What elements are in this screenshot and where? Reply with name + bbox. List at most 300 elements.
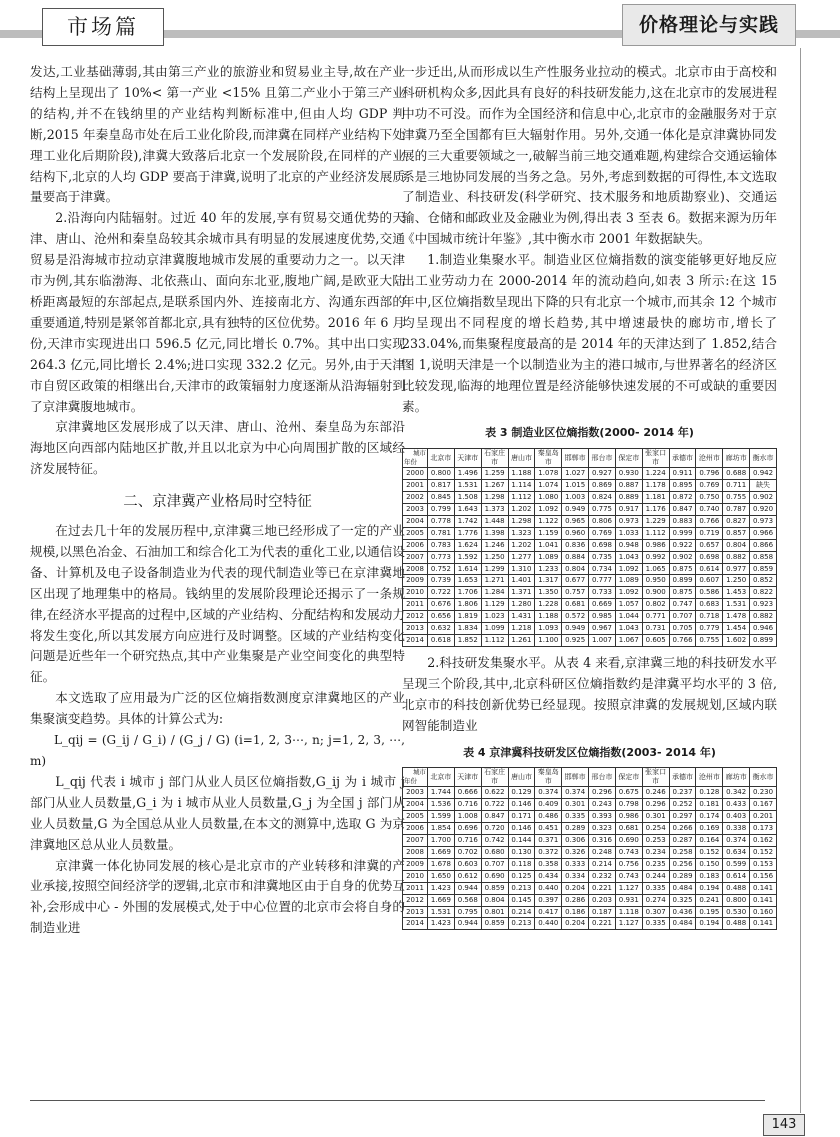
table-cell: 1.323 [508,527,535,539]
table-cell: 0.234 [642,846,669,858]
table-cell: 0.845 [428,492,455,504]
table-cell: 0.488 [723,918,750,930]
row-year-cell: 2009 [403,858,428,870]
table-row [403,575,777,587]
table-cell: 0.986 [642,539,669,551]
table-cell: 0.696 [454,823,481,835]
column-header: 衡水市 [750,449,777,468]
table-cell: 1.531 [428,906,455,918]
table-cell: 0.171 [508,811,535,823]
column-header: 廊坊市 [723,768,750,787]
table-row [403,492,777,504]
table-cell: 0.900 [642,587,669,599]
table-cell: 1.834 [454,623,481,635]
row-year-cell: 2008 [403,846,428,858]
table-cell: 0.237 [669,787,696,799]
table-cell: 0.783 [428,539,455,551]
row-year-cell: 2003 [403,504,428,516]
table-row [403,858,777,870]
table-cell: 0.676 [428,599,455,611]
column-header: 唐山市 [508,449,535,468]
table-cell: 0.656 [428,611,455,623]
table-cell: 1.267 [481,480,508,492]
table-row [403,835,777,847]
table-cell: 0.144 [508,835,535,847]
column-header: 张家口市 [642,449,669,468]
table-cell: 0.287 [669,835,696,847]
table-cell: 0.775 [589,504,616,516]
table-cell: 0.156 [750,870,777,882]
table-cell: 1.423 [428,918,455,930]
table-cell: 1.271 [481,575,508,587]
table-cell: 0.946 [750,623,777,635]
table-cell: 0.173 [750,823,777,835]
table-cell: 0.614 [696,563,723,575]
paragraph: 2.沿海向内陆辐射。过近 40 年的发展,享有贸易交通优势的天津、唐山、沧州和秦皇岛较其余城市具有明显的发展速度优势,交通贸易是沿海城市拉动京津冀腹地城市发展的重要动力之一。以天津市为例,其东临渤海、北依燕山、面向东北亚,腹地广阔,是欧亚大陆桥距离最短的东部起点,是联系国内外、连接南北方、沟通东西部的重要通道,特别是紧邻首都北京,具有独特的区位优势。2016 年 6 月份,天津市实现进出口 596.5 亿元,同比增长 0.7%。其中出口实现264.3 亿元,同比增长 2.4%;进口实现 332.2 亿元。另外,由于天津市自贸区政策的相继出台,天津市的政策辐射力度逐渐从沿海辐射到了京津冀腹地城市。 [30,210,405,414]
table-cell: 0.922 [669,539,696,551]
table-cell: 0.160 [750,906,777,918]
table-cell: 0.866 [750,539,777,551]
table-cell: 0.778 [428,515,455,527]
table-cell: 0.235 [642,858,669,870]
column-header: 保定市 [615,768,642,787]
table-cell: 0.417 [535,906,562,918]
row-year-cell: 2008 [403,563,428,575]
row-year-cell: 2007 [403,551,428,563]
table-cell: 0.403 [723,811,750,823]
paragraph: 京津冀地区发展形成了以天津、唐山、沧州、秦皇岛为东部沿海地区向西部内陆地区扩散,并且以北京为中心向周围扩散的区域经济发展特征。 [30,419,405,477]
table-cell: 0.162 [750,835,777,847]
page-header [0,0,840,48]
table-cell: 0.666 [454,787,481,799]
table-cell: 1.044 [615,611,642,623]
table-cell: 0.153 [750,858,777,870]
table-cell: 1.003 [562,492,589,504]
table-cell: 0.755 [696,635,723,647]
table-cell: 1.280 [508,599,535,611]
table-cell: 0.965 [562,515,589,527]
table-cell: 0.852 [750,575,777,587]
table-cell: 0.895 [669,480,696,492]
table-row [403,894,777,906]
table-cell: 0.795 [454,906,481,918]
row-year-cell: 2006 [403,539,428,551]
table-cell: 1.373 [481,504,508,516]
row-year-cell: 2010 [403,870,428,882]
table-cell: 0.777 [589,575,616,587]
table-cell: 1.202 [508,539,535,551]
table-row [403,611,777,623]
table-cell: 1.350 [535,587,562,599]
table-cell: 0.734 [589,563,616,575]
table-cell: 1.250 [481,551,508,563]
table-cell: 0.183 [696,870,723,882]
table-cell: 1.008 [454,811,481,823]
column-header: 保定市 [615,449,642,468]
table-cell: 0.949 [562,504,589,516]
table-cell: 0.434 [535,870,562,882]
table-cell: 0.622 [481,787,508,799]
table-cell: 1.007 [589,635,616,647]
table-cell: 1.453 [723,587,750,599]
table-cell: 0.243 [589,799,616,811]
table-cell: 0.586 [696,587,723,599]
table-cell: 0.150 [696,858,723,870]
table-cell: 0.146 [508,799,535,811]
table-cell: 0.436 [669,906,696,918]
table-cell: 0.258 [669,846,696,858]
table-cell: 0.680 [481,846,508,858]
row-year-cell: 2002 [403,492,428,504]
table-cell: 0.241 [696,894,723,906]
table-cell: 1.159 [535,527,562,539]
table-cell: 0.902 [750,492,777,504]
table-cell: 0.141 [750,882,777,894]
table-cell: 0.194 [696,882,723,894]
table-cell: 0.187 [589,906,616,918]
table-cell: 0.301 [562,799,589,811]
paragraph: 1.制造业集聚水平。制造业区位熵指数的演变能够更好地反应出工业劳动力在 2000-2014 年的流动趋向,如表 3 所示:在这 15 年中,区位熵指数呈现出下降的只有北京一个城市,而其余 12 个城市均呈现出不同程度的增长趋势,其中增速最快的廊坊市,增长了 233.04%,而集聚程度最高的是 2014 年的天津达到了 1.852,结合图 1,说明天津是一个以制造业为主的港口城市,与世界著名的经济区比较发现,临海的地理位置是经济能够快速发展的不可或缺的重要因素。 [402,252,777,414]
table-cell: 1.298 [508,515,535,527]
table-cell: 0.942 [750,468,777,480]
table-cell: 0.681 [562,599,589,611]
table-cell: 0.125 [508,870,535,882]
table-cell: 0.739 [428,575,455,587]
table-cell: 1.277 [508,551,535,563]
column-header: 承德市 [669,768,696,787]
table-cell: 0.858 [750,551,777,563]
table-cell: 0.973 [750,515,777,527]
table-cell: 1.114 [508,480,535,492]
page-number: 143 [763,1114,805,1136]
table-cell: 0.607 [696,575,723,587]
table-cell: 0.720 [481,823,508,835]
column-header: 邢台市 [589,768,616,787]
table-cell: 0.681 [615,823,642,835]
table-cell: 0.230 [750,787,777,799]
table-cell: 0.799 [428,504,455,516]
row-year-cell: 2013 [403,623,428,635]
row-year-cell: 2009 [403,575,428,587]
table-cell: 0.632 [428,623,455,635]
table-cell: 0.486 [535,811,562,823]
corner-label-city: 城市 [413,449,426,458]
table-cell: 0.174 [696,811,723,823]
table-cell: 0.966 [750,527,777,539]
table-cell: 0.757 [562,587,589,599]
table-cell: 1.129 [481,599,508,611]
table-row [403,906,777,918]
table-cell: 0.887 [615,480,642,492]
table-cell: 0.296 [589,787,616,799]
table-cell: 1.080 [535,492,562,504]
table-cell: 0.889 [615,492,642,504]
row-year-cell: 2003 [403,787,428,799]
right-column [402,62,777,930]
table4-caption: 表 4 京津冀科技研发区位熵指数(2003- 2014 年) [463,745,716,759]
table-cell: 1.806 [454,599,481,611]
table-cell: 0.822 [750,587,777,599]
table-cell: 0.756 [615,858,642,870]
table-cell: 0.977 [723,563,750,575]
table-cell: 0.274 [642,894,669,906]
table-cell: 0.201 [750,811,777,823]
table-cell: 0.702 [454,846,481,858]
table-cell: 1.531 [454,480,481,492]
table-cell: 1.065 [642,563,669,575]
table-cell: 0.248 [589,846,616,858]
table-cell: 0.766 [696,515,723,527]
table-cell: 0.286 [562,894,589,906]
table-cell: 1.033 [615,527,642,539]
table-cell: 0.882 [750,611,777,623]
table3 [402,448,777,647]
paragraph: 在过去几十年的发展历程中,京津冀三地已经形成了一定的产业规模,以黑色冶金、石油加工和综合化工为代表的重化工业,以通信设备、计算机及电子设备制造业为代表的现代制造业等已在京津冀地区出现了地理集中的格局。钱纳里的发展阶段理论还揭示了一条规律,在经济水平提高的过程中,区域的产业结构、分配结构和发展动力将发生变化,所以其发展方向应进行及时调整。区域的产业结构变化问题是近些年一个研究热点,其中产业集聚是产业空间变化的典型特征。 [30,523,405,685]
table-cell: 0.484 [669,918,696,930]
corner-label-city: 城市 [413,768,426,777]
table-cell: 0.152 [750,846,777,858]
row-year-cell: 2004 [403,799,428,811]
table-cell: 0.266 [669,823,696,835]
table-cell: 0.857 [723,527,750,539]
table-cell: 0.252 [669,799,696,811]
table-cell: 0.824 [589,492,616,504]
table-cell: 0.859 [750,563,777,575]
table-cell: 0.875 [669,563,696,575]
table-cell: 1.100 [535,635,562,647]
table-cell: 0.289 [562,823,589,835]
table-row [403,563,777,575]
table3-caption: 表 3 制造业区位熵指数(2000- 2014 年) [485,426,694,440]
table-cell: 1.401 [508,575,535,587]
table-cell: 1.371 [508,587,535,599]
table-cell: 1.246 [481,539,508,551]
column-header: 唐山市 [508,768,535,787]
table-cell: 0.735 [589,551,616,563]
table-cell: 0.796 [696,468,723,480]
table-cell: 1.298 [481,492,508,504]
table-cell: 缺失 [750,480,777,492]
table-cell: 0.612 [454,870,481,882]
table-cell: 0.999 [669,527,696,539]
table-cell: 0.374 [535,787,562,799]
table-cell: 1.181 [642,492,669,504]
table-cell: 0.804 [481,894,508,906]
table-cell: 0.740 [696,504,723,516]
table-cell: 0.752 [428,563,455,575]
table-cell: 1.228 [535,599,562,611]
table-cell: 0.358 [535,858,562,870]
table-cell: 1.074 [535,480,562,492]
row-year-cell: 2014 [403,635,428,647]
table-cell: 1.067 [615,635,642,647]
table-cell: 1.744 [428,787,455,799]
table-cell: 0.374 [723,835,750,847]
table-cell: 1.261 [508,635,535,647]
table-cell: 0.221 [589,918,616,930]
table-cell: 0.335 [642,882,669,894]
table-cell: 0.902 [669,551,696,563]
table-corner-header [403,449,428,468]
table-cell: 1.614 [454,563,481,575]
table-cell: 0.771 [642,611,669,623]
table-cell: 1.398 [481,527,508,539]
table-cell: 0.859 [481,882,508,894]
table-cell: 0.960 [562,527,589,539]
table-cell: 1.078 [535,468,562,480]
table-cell: 0.214 [508,906,535,918]
table-cell: 1.819 [454,611,481,623]
row-year-cell: 2005 [403,811,428,823]
table-cell: 0.325 [669,894,696,906]
table-cell: 0.800 [723,894,750,906]
column-header: 石家庄市 [481,449,508,468]
table-cell: 0.950 [642,575,669,587]
table-cell: 1.776 [454,527,481,539]
column-header: 沧州市 [696,768,723,787]
table-cell: 0.967 [589,623,616,635]
table-cell: 0.572 [562,611,589,623]
table-cell: 0.944 [454,882,481,894]
table-cell: 0.899 [669,575,696,587]
table-cell: 0.289 [669,870,696,882]
column-header: 石家庄市 [481,768,508,787]
table-cell: 1.188 [508,468,535,480]
table-cell: 0.949 [562,623,589,635]
table-cell: 0.256 [669,858,696,870]
table-cell: 0.925 [562,635,589,647]
table-cell: 1.250 [723,575,750,587]
table-cell: 0.872 [669,492,696,504]
row-year-cell: 2001 [403,480,428,492]
table-cell: 1.188 [535,611,562,623]
table-cell: 1.027 [562,468,589,480]
table-cell: 0.128 [696,787,723,799]
row-year-cell: 2010 [403,587,428,599]
table-cell: 0.326 [562,846,589,858]
table-cell: 0.716 [454,835,481,847]
table-cell: 1.015 [562,480,589,492]
table-cell: 0.296 [642,799,669,811]
table-cell: 0.869 [589,480,616,492]
table-cell: 1.127 [615,882,642,894]
table-cell: 1.023 [481,611,508,623]
table-cell: 0.334 [562,870,589,882]
table-cell: 0.986 [615,811,642,823]
table-cell: 0.338 [723,823,750,835]
table-cell: 1.592 [454,551,481,563]
table-cell: 0.827 [723,515,750,527]
table-cell: 1.218 [508,623,535,635]
table-cell: 0.923 [750,599,777,611]
table-cell: 1.092 [535,504,562,516]
column-header: 衡水市 [750,768,777,787]
table-cell: 1.678 [428,858,455,870]
table-cell: 1.742 [454,515,481,527]
table-cell: 0.614 [723,870,750,882]
table-cell: 1.118 [615,906,642,918]
margin-rule [800,48,801,1113]
table-cell: 0.152 [696,846,723,858]
row-year-cell: 2006 [403,823,428,835]
table-cell: 0.722 [481,799,508,811]
table-cell: 0.683 [696,599,723,611]
table-cell: 1.448 [481,515,508,527]
row-year-cell: 2014 [403,918,428,930]
table-cell: 1.317 [535,575,562,587]
table-cell: 0.297 [669,811,696,823]
table-cell: 0.634 [723,846,750,858]
table-row [403,918,777,930]
table-cell: 1.310 [508,563,535,575]
table-cell: 0.847 [669,504,696,516]
column-header: 天津市 [454,768,481,787]
table-row [403,587,777,599]
paragraph: 本文选取了应用最为广泛的区位熵指数测度京津冀地区的产业集聚演变趋势。具体的计算公式为: [30,690,405,727]
table-cell: 0.214 [589,858,616,870]
column-header: 邢台市 [589,449,616,468]
table-cell: 0.884 [562,551,589,563]
table-cell: 0.372 [535,846,562,858]
table-cell: 0.488 [723,882,750,894]
table-cell: 0.204 [562,882,589,894]
table-cell: 0.484 [669,882,696,894]
table-cell: 0.931 [615,894,642,906]
table-cell: 0.433 [723,799,750,811]
table-cell: 0.804 [723,539,750,551]
table-cell: 0.246 [642,787,669,799]
table-cell: 0.930 [615,468,642,480]
row-year-cell: 2011 [403,599,428,611]
table-cell: 0.244 [642,870,669,882]
table-cell: 1.423 [428,882,455,894]
table-cell: 0.316 [589,835,616,847]
table-cell: 0.847 [481,811,508,823]
table-row [403,599,777,611]
table-cell: 0.731 [642,623,669,635]
table-cell: 1.057 [615,599,642,611]
table-cell: 1.669 [428,846,455,858]
table-cell: 0.167 [750,799,777,811]
table-row [403,468,777,480]
table-cell: 0.944 [454,918,481,930]
table-cell: 1.178 [642,480,669,492]
table-cell: 1.224 [642,468,669,480]
table-cell: 0.254 [642,823,669,835]
table-cell: 0.440 [535,918,562,930]
table-cell: 0.917 [615,504,642,516]
table-cell: 0.169 [696,823,723,835]
table-row [403,823,777,835]
table-cell: 1.599 [428,811,455,823]
table-row [403,870,777,882]
table-cell: 0.335 [562,811,589,823]
table-cell: 0.253 [642,835,669,847]
table-cell: 0.707 [669,611,696,623]
table-cell: 1.259 [481,468,508,480]
paragraph: L_qij 代表 i 城市 j 部门从业人员区位熵指数,G_ij 为 i 城市 j 部门从业人员数量,G_i 为 i 城市从业人员数量,G_j 为全国 j 部门从业人员数量,G 为全国总从业人员数量,在本文的测算中,选取 G 为京津冀地区总从业人员数量。 [30,773,405,852]
column-header: 邯郸市 [562,449,589,468]
table-cell: 0.164 [696,835,723,847]
table-cell: 1.653 [454,575,481,587]
table-cell: 0.669 [589,599,616,611]
table-cell: 0.920 [750,504,777,516]
table-cell: 1.531 [723,599,750,611]
table-cell: 1.643 [454,504,481,516]
table-cell: 1.112 [508,492,535,504]
table-cell: 0.203 [589,894,616,906]
table-cell: 0.718 [696,611,723,623]
